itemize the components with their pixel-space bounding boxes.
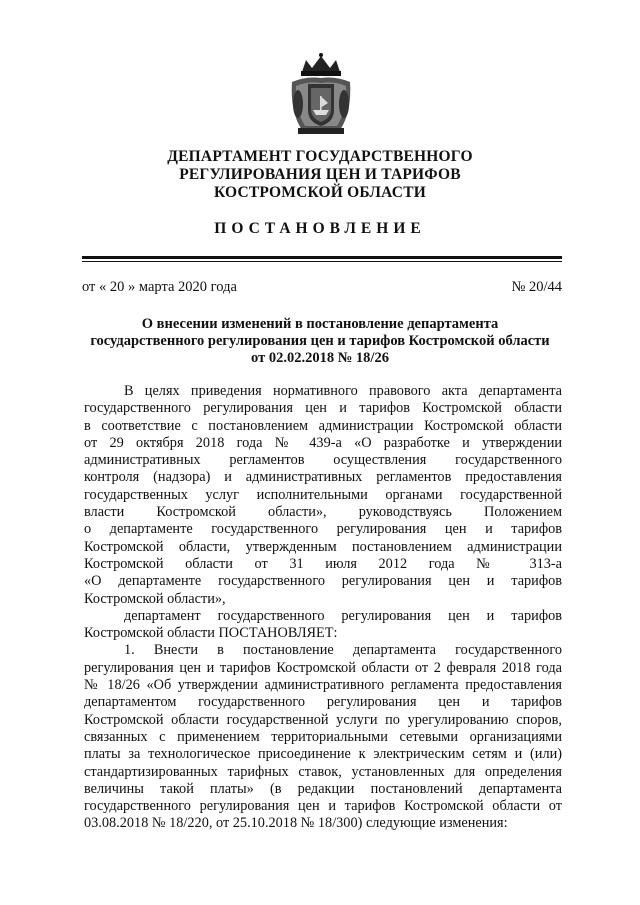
body-line: величины такой платы» (в редакции постановлений департамента	[84, 780, 562, 797]
body-line: государственного регулирования цен и тарифов Костромской области от	[84, 798, 562, 815]
body-line: Костромской области ПОСТАНОВЛЯЕТ:	[84, 625, 338, 642]
body-line: стандартизированных тарифных ставок, установленных для определения	[84, 763, 562, 780]
body-line: Костромской области от 31 июля 2012 года № 313-а	[84, 555, 562, 572]
body-line: контроля (надзора) и административных регламентов предоставления	[84, 469, 562, 486]
document-type: ПОСТАНОВЛЕНИЕ	[214, 220, 426, 237]
paragraph-resolution	[84, 608, 562, 643]
body-line: Костромской области»,	[84, 590, 226, 607]
body-line: Костромской области государственной услуги по урегулированию споров,	[84, 711, 562, 728]
department-name-line-2: РЕГУЛИРОВАНИЯ ЦЕН И ТАРИФОВ	[179, 166, 461, 183]
title-line-1: О внесении изменений в постановление департамента	[141, 316, 499, 332]
body-line: административных регламентов осуществления государственного	[84, 452, 562, 469]
body-line: регулирования цен и тарифов Костромской области от 2 февраля 2018 года	[84, 659, 562, 676]
department-header	[0, 148, 640, 202]
document-body	[84, 383, 562, 833]
body-line: государственных услуг исполнительными органами государственной	[84, 486, 562, 503]
body-line: платы за технологическое присоединение к электрическим сетям и (или)	[84, 746, 562, 763]
body-line: 1. Внести в постановление департамента государственного	[124, 642, 562, 659]
header-divider-thin	[82, 261, 562, 262]
document-title	[60, 316, 580, 367]
coat-of-arms-icon	[288, 52, 354, 136]
body-line: о департаменте государственного регулирования цен и тарифов	[84, 521, 562, 538]
body-line: департамент государственного регулирования цен и тарифов	[124, 607, 562, 624]
body-line: связанных с применением территориальными сетевыми организациями	[84, 728, 562, 745]
paragraph-preamble	[84, 383, 562, 608]
document-date: от « 20 » марта 2020 года	[82, 279, 237, 295]
body-line: «О департаменте государственного регулирования цен и тарифов	[84, 573, 562, 590]
paragraph-item-1	[84, 642, 562, 832]
body-line: власти Костромской области», руководствуясь Положением	[84, 504, 562, 521]
body-line: департаментом государственного регулирования цен и тарифов	[84, 694, 562, 711]
body-line: от 29 октября 2018 года № 439-а «О разработке и утверждении	[84, 434, 562, 451]
title-line-2: государственного регулирования цен и тарифов Костромской области	[90, 333, 550, 349]
document-number: № 20/44	[511, 279, 562, 295]
department-name-line-1: ДЕПАРТАМЕНТ ГОСУДАРСТВЕННОГО	[167, 148, 473, 165]
body-line: в соответствие с постановлением администрации Костромской области	[84, 417, 562, 434]
body-line: № 18/26 «Об утверждении административного регламента предоставления	[84, 677, 562, 694]
body-line: В целях приведения нормативного правового акта департамента	[124, 383, 562, 399]
title-line-3: от 02.02.2018 № 18/26	[251, 350, 389, 366]
body-line: 03.08.2018 № 18/220, от 25.10.2018 № 18/300) следующие изменения:	[84, 815, 508, 832]
body-line: государственного регулирования цен и тарифов Костромской области	[84, 400, 562, 417]
body-line: Костромской области, утвержденным постановлением администрации	[84, 538, 562, 555]
department-name-line-3: КОСТРОМСКОЙ ОБЛАСТИ	[213, 184, 426, 201]
header-divider-thick	[82, 256, 562, 259]
